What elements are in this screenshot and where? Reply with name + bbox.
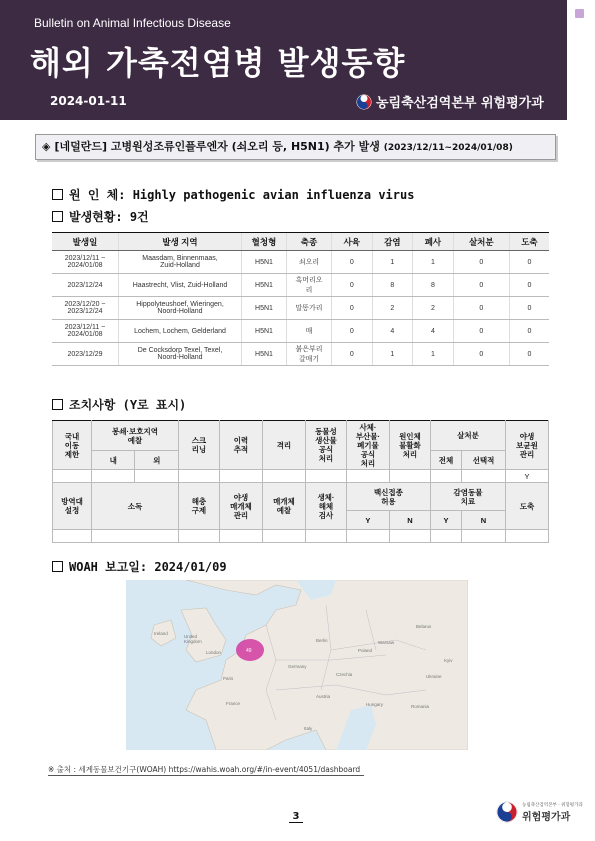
m-zone: 봉쇄·보호지역 예찰 [92,421,179,451]
map-label-romania: Romania [411,704,430,709]
col-date: 발생일 [52,233,119,251]
outbreak-marker[interactable] [236,639,264,661]
table-cell: H5N1 [242,274,287,297]
m-source-inactivation: 원인체 불활화 처리 [389,421,430,470]
bulletin-subtitle: Bulletin on Animal Infectious Disease [34,16,231,30]
pathogen-line [52,186,414,203]
table-cell: 0 [509,297,549,320]
table-cell: 매 [287,320,332,343]
table-cell: 붉은부리 갈매기 [287,343,332,366]
footer-logo-name: 위험평가과 [522,811,571,823]
m-inspection: 생체· 해체 검사 [305,483,346,530]
col-species: 축종 [287,233,332,251]
m-culling: 살처분 [430,421,505,451]
source-note: ※ 출처 : 세계동물보건기구(WOAH) https://wahis.woah.org/#/in-event/4051/dashboard [48,764,364,776]
m-quarantine: 격리 [262,421,305,470]
table-cell: 말똥가리 [287,297,332,320]
table-row [52,251,549,274]
map-label-austria: Austria [316,694,331,699]
col-deaths: 폐사 [413,233,454,251]
m-domestic-move: 국내 이동 제한 [53,421,92,470]
page-number: 3 [289,811,303,823]
map-label-warsaw: Warsaw [378,640,395,645]
m-wildlife-value: Y [506,470,549,483]
table-cell: H5N1 [242,320,287,343]
m-vacc-y: Y [346,511,389,530]
m-treat-y: Y [430,511,461,530]
m-culling-selective: 선택적 [462,451,506,470]
col-susceptible: 사육 [332,233,373,251]
table-cell: De Cocksdorp Texel, Texel, Noord-Holland [119,343,242,366]
m-carcass-disposal: 사체· 부산물· 폐기물 공식 처리 [346,421,389,470]
table-cell: 1 [413,251,454,274]
map-label-ukraine: Ukraine [426,674,442,679]
table-cell: 4 [413,320,454,343]
checkbox-square-icon [52,561,63,572]
table-cell: 0 [332,320,373,343]
map-label-belarus: Belarus [416,624,432,629]
table-cell: 2 [413,297,454,320]
outbreak-value: 9건 [129,210,149,224]
checkbox-square-icon [52,211,63,222]
measures-header-row [53,421,549,451]
m-culling-all: 전체 [430,451,461,470]
map-label-germany: Germany [288,664,307,669]
outbreak-label: 발생현황: [69,210,123,224]
measures-label: 조치사항 (Y로 표시) [69,398,187,412]
table-row [52,274,549,297]
table-cell: 2023/12/11 ~ 2024/01/08 [52,251,119,274]
pathogen-value: Highly pathogenic avian influenza virus [132,188,415,202]
report-title: [네덜란드] 고병원성조류인플루엔자 (쇠오리 등, H5N1) 추가 발생 [54,140,380,153]
table-cell: 0 [509,320,549,343]
map-label-kyiv: Kyiv [444,658,453,663]
table-cell: 흑머리오 리 [287,274,332,297]
outbreak-line [52,208,149,225]
map-label-uk: United Kingdom [184,634,202,644]
m-trace: 이력 추적 [219,421,262,470]
taegeuk-logo-icon [356,94,372,110]
m-vector-control: 방역대 설정 [53,483,92,530]
outbreak-table [52,232,549,366]
m-treat-n: N [462,511,506,530]
m-animal-disposal: 동물성 생산물 공식 처리 [305,421,346,470]
report-title-box [35,134,556,160]
table-cell: 2023/12/11 ~ 2024/01/08 [52,320,119,343]
checkbox-square-icon [52,399,63,410]
col-location: 발생 지역 [119,233,242,251]
measures2-values-row [53,530,549,543]
footer-logo [496,801,583,823]
checkbox-square-icon [52,189,63,200]
table-cell: 0 [509,274,549,297]
header-banner [0,0,567,120]
table-cell: H5N1 [242,343,287,366]
org-name [356,92,544,111]
woah-value: 2024/01/09 [154,560,227,574]
table-cell: Maasdam, Binnenmaas, Zuid-Holland [119,251,242,274]
measures-values-row [53,470,549,483]
table-cell: 0 [453,297,509,320]
table-cell: 1 [413,343,454,366]
table-cell: H5N1 [242,297,287,320]
measures2-header-row [53,483,549,511]
table-cell: 0 [332,343,373,366]
table-cell: 0 [332,297,373,320]
m-treatment: 감염동물 치료 [430,483,505,511]
table-cell: 0 [453,320,509,343]
m-wild-vector: 야생 매개체 관리 [219,483,262,530]
table-cell: 2023/12/20 ~ 2023/12/24 [52,297,119,320]
footer-logo-small: 농림축산검역본부 · 위험평가과 [522,802,583,808]
table-cell: Hippolyteushoef, Wieringen, Noord-Holland [119,297,242,320]
table-cell: 2023/12/24 [52,274,119,297]
m-vaccination: 백신접종 허용 [346,483,430,511]
table-cell: 0 [509,251,549,274]
m-disinfection: 소독 [92,483,179,530]
table-cell: 2 [372,297,413,320]
table-cell: 2023/12/29 [52,343,119,366]
table-row [52,343,549,366]
table-cell: 8 [372,274,413,297]
taegeuk-logo-icon [496,801,518,823]
measures-table [52,420,549,543]
table-cell: 4 [372,320,413,343]
marker-number: 49 [246,648,252,654]
measures-line [52,396,186,413]
m-pest: 해충 구제 [178,483,219,530]
table-cell: Haastrecht, Vlist, Zuid-Holland [119,274,242,297]
m-slaughter: 도축 [506,483,549,530]
table-cell: 8 [413,274,454,297]
map-label-france: France [226,701,241,706]
map-label-hungary: Hungary [366,702,384,707]
col-killed: 살처분 [453,233,509,251]
col-slaughtered: 도축 [509,233,549,251]
m-zone-in: 내 [92,451,135,470]
table-cell: 0 [332,274,373,297]
m-screening: 스크 리닝 [178,421,219,470]
table-cell: 0 [509,343,549,366]
org-label: 농림축산검역본부 위험평가과 [376,96,544,111]
table-cell: 0 [453,343,509,366]
map-label-london: London [206,650,222,655]
bulletin-date: 2024-01-11 [50,94,127,108]
diamond-icon: ◈ [42,140,51,153]
outbreak-table-header [52,233,549,251]
table-cell: Lochem, Lochem, Gelderland [119,320,242,343]
corner-mark [567,0,595,28]
table-cell: 0 [453,251,509,274]
m-zone-out: 외 [135,451,178,470]
pathogen-label: 원 인 체: [69,188,126,202]
table-cell: 쇠오리 [287,251,332,274]
m-wildlife-reservoir: 야생 보균원 관리 [506,421,549,470]
table-cell: 0 [453,274,509,297]
map-label-poland: Poland [358,648,373,653]
report-period: (2023/12/11~2024/01/08) [383,143,513,153]
woah-line [52,558,227,575]
map-label-italy: Italy [304,726,313,731]
col-cases: 감염 [372,233,413,251]
europe-map [126,580,468,750]
table-cell: 1 [372,251,413,274]
table-cell: 1 [372,343,413,366]
m-vector-surveillance: 매개체 예찰 [262,483,305,530]
map-label-czechia: Czechia [336,672,353,677]
page-title: 해외 가축전염병 발생동향 [30,44,406,82]
table-cell: 0 [332,251,373,274]
outbreak-map[interactable] [126,580,468,750]
map-label-ireland: Ireland [154,631,168,636]
woah-label: WOAH 보고일: [69,560,148,574]
col-serotype: 혈청형 [242,233,287,251]
table-row [52,297,549,320]
table-row [52,320,549,343]
m-vacc-n: N [389,511,430,530]
table-cell: H5N1 [242,251,287,274]
map-label-paris: Paris [223,676,234,681]
map-label-berlin: Berlin [316,638,328,643]
